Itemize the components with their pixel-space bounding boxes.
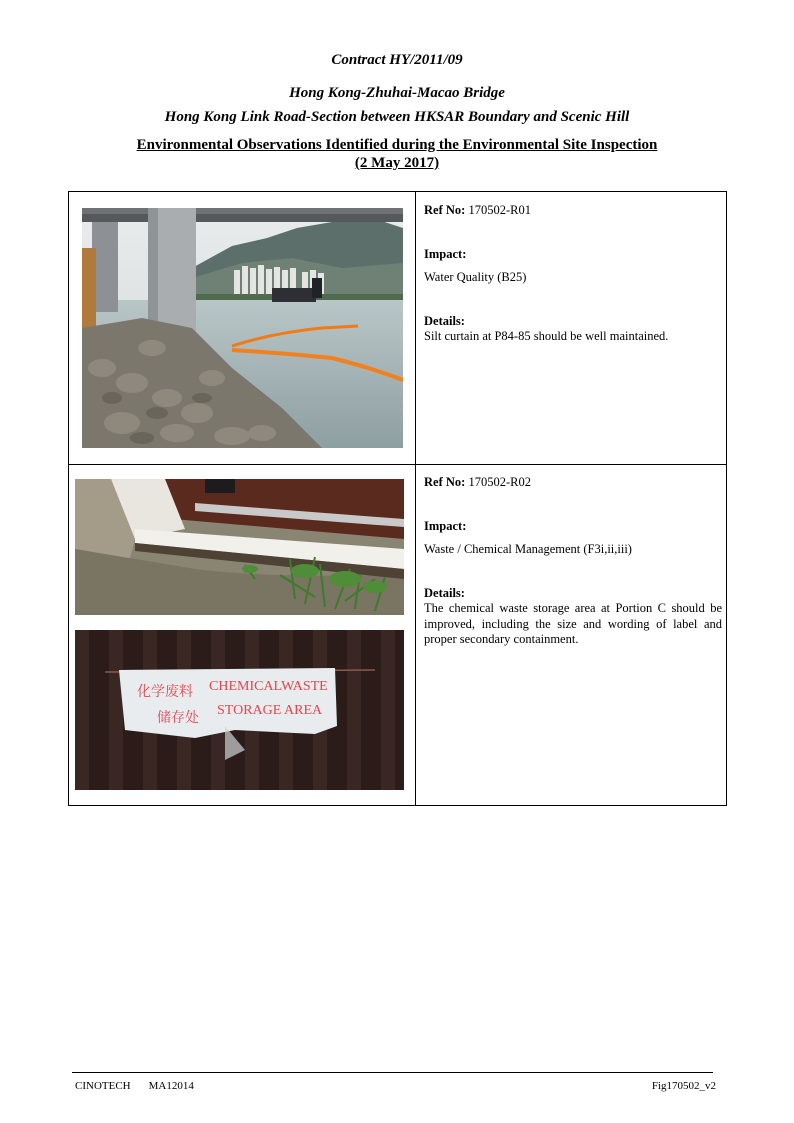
details-value: The chemical waste storage area at Portion C should be improved, including the size and wording of label and proper secondary containment. [424, 601, 722, 646]
footer-code: MA12014 [148, 1080, 194, 1092]
footer-figure-ref: Fig170502_v2 [651, 1080, 716, 1092]
impact-label: Impact: [424, 518, 467, 533]
photo-chemical-waste-sign [75, 630, 404, 790]
details-label: Details: [424, 585, 465, 600]
project-title-line2: Hong Kong Link Road-Section between HKSAR Boundary and Scenic Hill [164, 109, 630, 125]
details-value: Silt curtain at P84-85 should be well maintained. [424, 329, 669, 343]
photo-storage-area-ground [75, 479, 404, 615]
observation-1 [424, 203, 722, 345]
table-row-divider [69, 464, 726, 465]
observation-2 [424, 475, 722, 648]
ref-no-value: 170502-R01 [468, 203, 531, 217]
footer-company: CINOTECH [75, 1080, 131, 1092]
sign-text-cn-line2: 储存处 [157, 710, 199, 726]
details-label: Details: [424, 313, 465, 328]
impact-label: Impact: [424, 246, 467, 261]
photo-silt-curtain [82, 208, 403, 448]
sign-text-line2: STORAGE AREA [217, 703, 323, 718]
sign-text-line1: CHEMICALWASTE [209, 679, 328, 694]
sign-text-cn-line1: 化学废料 [137, 684, 193, 700]
impact-value: Water Quality (B25) [424, 270, 527, 284]
project-title-line1: Hong Kong-Zhuhai-Macao Bridge [289, 85, 505, 101]
ref-no-label: Ref No: [424, 475, 466, 489]
ref-no-value: 170502-R02 [468, 475, 531, 489]
observation-table [68, 191, 727, 806]
footer-left [75, 1080, 194, 1092]
table-column-divider [415, 192, 416, 805]
impact-value: Waste / Chemical Management (F3i,ii,iii) [424, 542, 632, 556]
ref-no-label: Ref No: [424, 203, 466, 217]
report-title: Environmental Observations Identified during the Environmental Site Inspection [136, 137, 658, 153]
contract-number: Contract HY/2011/09 [331, 52, 463, 68]
footer-rule [72, 1072, 713, 1073]
report-date: (2 May 2017) [354, 155, 440, 171]
